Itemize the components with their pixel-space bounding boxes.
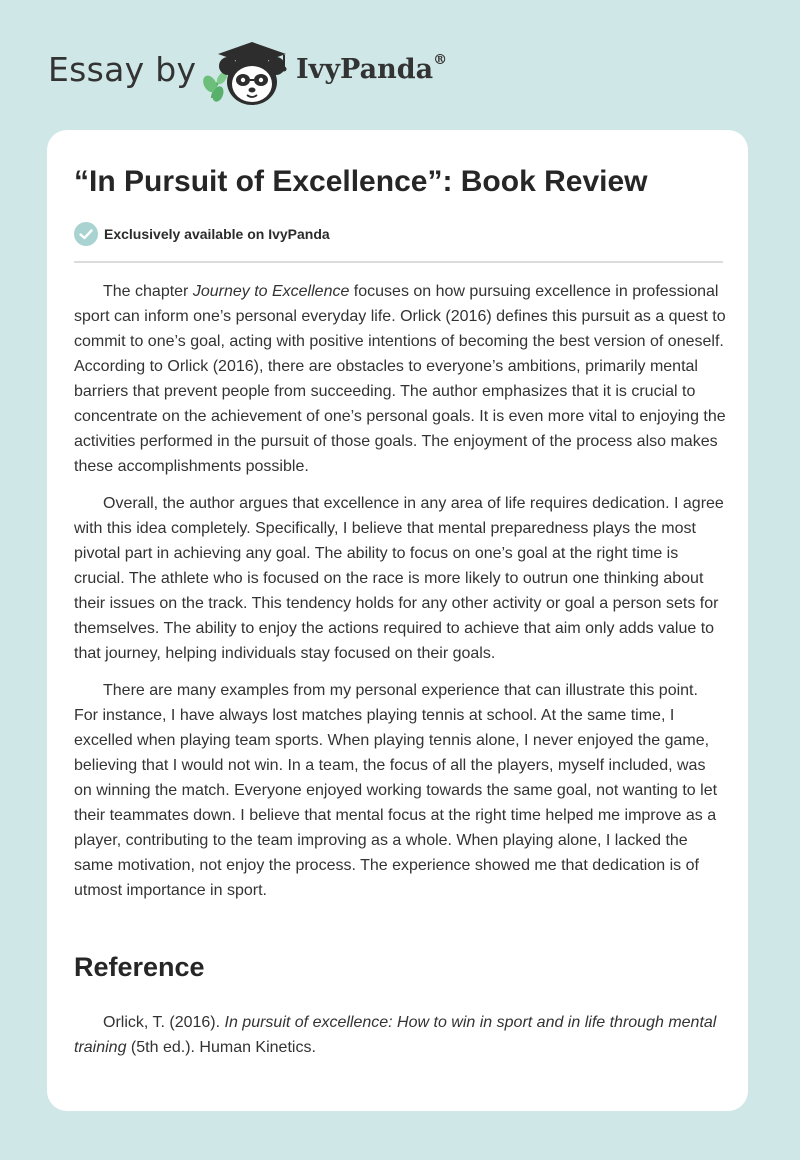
check-circle-icon (74, 222, 98, 246)
reference-heading: Reference (74, 952, 205, 982)
divider (74, 261, 723, 263)
essay-by-label: Essay by (48, 50, 197, 89)
page-title: “In Pursuit of Excellence”: Book Review (74, 165, 648, 198)
reference-book-title: In pursuit of excellence: How to win in sport and in life through mental training (74, 1014, 717, 1056)
essay-body (74, 279, 726, 915)
exclusive-badge (74, 222, 330, 246)
registered-mark: ® (433, 52, 448, 68)
brand-name[interactable] (296, 54, 447, 85)
site-header (0, 0, 800, 130)
reference-publisher: (5th ed.). Human Kinetics. (126, 1039, 316, 1056)
paragraph: Overall, the author argues that excellence in any area of life requires dedication. I agree with this idea completely. Specifically, I believe that mental preparedness plays the most pivotal part in achieving any goal. The ability to focus on one’s goal at the right time is crucial. The athlete who is focused on the race is more likely to outrun one thinking about their issues on the track. This tendency holds for any other activity or goal a person sets for themselves. The ability to enjoy the actions required to achieve that aim only adds value to that journey, helping individuals stay focused on their goals. (74, 495, 724, 662)
reference-author: Orlick, T. (2016). (103, 1014, 225, 1031)
exclusive-badge-label: Exclusively available on IvyPanda (104, 226, 330, 242)
book-chapter-title: Journey to Excellence (192, 283, 350, 300)
reference-entry (74, 1010, 726, 1060)
paragraph: There are many examples from my personal experience that can illustrate this point. For instance, I have always lost matches playing tennis at school. At the same time, I excelled when playing team sports. When playing tennis alone, I never enjoyed the game, believing that I would not win. In a team, the focus of all the players, myself included, was on winning the match. Everyone enjoyed working towards the same goal, not wanting to let their teammates down. I believe that mental focus at the right time helped me improve as a player, contributing to the team improving as a whole. When playing alone, I lacked the same motivation, not enjoy the process. The experience showed me that dedication is of utmost importance in sport. (74, 682, 718, 899)
paragraph-text: focuses on how pursuing excellence in professional sport can inform one’s personal everyday life. Orlick (2016) defines this pursuit as a quest to commit to one’s goal, acting with positive intentions of becoming the best version of oneself. According to Orlick (2016), there are obstacles to everyone’s ambitions, primarily mental barriers that prevent people from succeeding. The author emphasizes that it is crucial to concentrate on the achievement of one’s personal goals. It is even more vital to enjoying the activities performed in the pursuit of those goals. The enjoyment of the process also makes these accomplishments possible. (74, 283, 726, 475)
paragraph (74, 279, 726, 479)
panda-graduate-logo-icon[interactable] (198, 38, 294, 110)
essay-card (47, 130, 748, 1111)
brand-name-text: IvyPanda (296, 54, 434, 85)
paragraph-text: The chapter (103, 283, 193, 300)
